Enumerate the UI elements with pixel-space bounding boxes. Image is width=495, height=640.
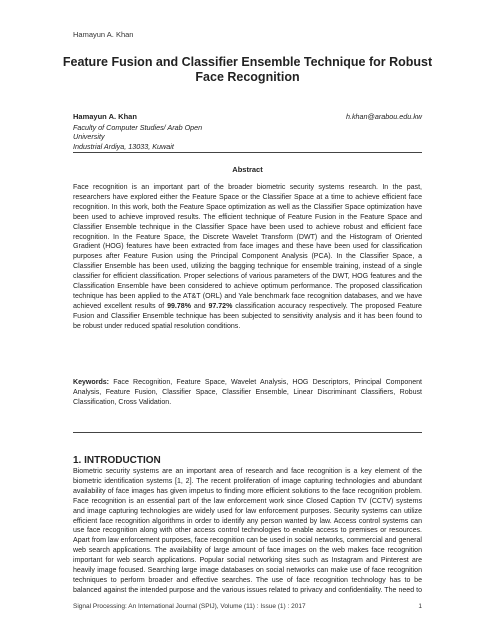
keywords [73,378,422,408]
result-yale: 97.72% [208,302,233,310]
running-head: Hamayun A. Khan [73,30,134,39]
page-number: 1 [418,603,422,610]
author-affiliation-line: Faculty of Computer Studies/ Arab Open [73,122,203,132]
author-affiliation-line: University [73,132,105,141]
keywords-label: Keywords: [73,379,110,386]
abstract-text: Face recognition is an important part of the broader biometric security systems research. In the past, researchers have explored either the Feature Space or the Classifier Space at a time to achieve efficient face recognition. In this work, both the Feature Space optimization as well as the Classifier Space optimization have been used to achieve improved results. The efficient technique of Feature Fusion in the Feature Space and Classifier Ensemble technique in the Classifier Space have been used to achieve robust and efficient face recognition. In the Feature Space, the Discrete Wavelet Transform (DWT) and the Histogram of Oriented Gradient (HOG) features have been extracted from face images and these have been used for classification purposes after Feature Fusion using the Principal Component Analysis (PCA). In the Classifier Space, a Classifier Ensemble has been used, utilizing the bagging technique for ensemble training, instead of a single classifier for efficient classification. Proper selections of various parameters of the DWT, HOG features and the Classification Ensemble have been considered to achieve optimum performance. The proposed classification technique has been applied to the AT&T (ORL) and Yale benchmark face recognition databases, and we have achieved excellent results of 99.78% and 97.72% classification accuracy respectively. The proposed Feature Fusion and Classifier Ensemble technique has been subjected to sensitivity analysis and it has been found to be robust under reduced spatial resolution conditions. [73,184,422,330]
introduction-text: Biometric security systems are an important area of research and face recognition is a key element of the biometric identification systems [1, 2]. The recent proliferation of image capturing technologies and abundant availability of face images has given impetus to finding more efficient solutions to the face recognition problem. Face recognition is an essential part of the law enforcement work since Closed Caption TV (CCTV) systems and image capturing technologies are widely used for law enforcement purposes. Security systems can utilize efficient face recognition algorithms in order to identify any person wanted by law. Access control systems can use face recognition along with other access control technologies to enable access to premises or resources. Apart from law enforcement purposes, face recognition can be used in social networks, commercial and general web search applications. The availability of large amount of face images on the web makes face recognition important for web search applications. Popular social networking sites such as Instagram and Pinterest are heavily image focused. Searching large image databases on social networks can make use of face recognition techniques to perform broader and effective searches. The use of face recognition technology has to be balanced against the intended purpose and the various issues related to privacy and confidentiality. The need to [73,468,422,594]
abstract-heading: Abstract [232,165,263,174]
author-email[interactable]: h.khan@arabou.edu.kw [345,112,422,121]
result-orl: 99.78% [167,302,191,310]
section-heading-introduction: 1. INTRODUCTION [73,455,161,466]
author-affiliation-line: Industrial Ardiya, 13033, Kuwait [73,141,174,151]
footer-journal: Signal Processing: An International Journal (SPIJ), Volume (11) : Issue (1) : 2017 [73,603,306,610]
author-block [73,112,202,151]
divider-bottom [73,432,422,433]
divider-top [73,152,422,153]
author-name: Hamayun A. Khan [73,112,137,121]
paper-title: Feature Fusion and Classifier Ensemble Technique for Robust Face Recognition [62,55,433,84]
keywords-text: Face Recognition, Feature Space, Wavelet Analysis, HOG Descriptors, Principal Component Analysis, Feature Fusion, Classifier Space, Classifier Ensemble, Linear Discriminant Classifiers, Robust Classification, Cross Validation. [73,379,422,406]
